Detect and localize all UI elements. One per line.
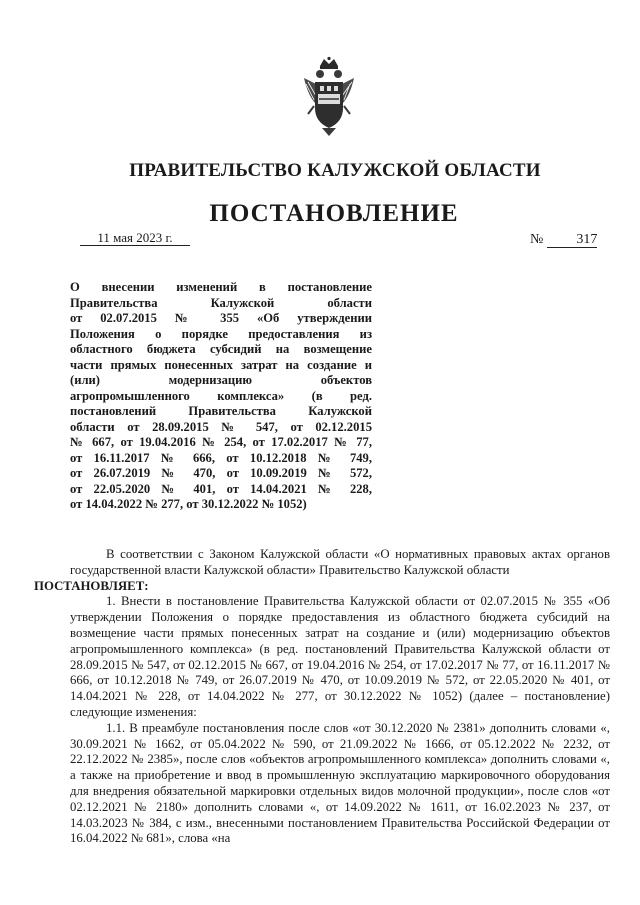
subject-line: от 02.07.2015 № 355 «Об утверждении <box>70 311 372 325</box>
preamble-text: В соответствии с Законом Калужской области «О нормативных правовых актах органов государственной власти Калужской области» Правительство Калужской области <box>70 547 610 577</box>
decree-number-line <box>530 233 597 248</box>
subject-line: (или) модернизацию объектов <box>70 373 372 387</box>
subject-line: области от 28.09.2015 № 547, от 02.12.2015 <box>70 419 372 434</box>
decree-body <box>34 547 610 847</box>
subject-line: от 14.04.2022 № 277, от 30.12.2022 № 1052) <box>70 497 307 511</box>
subject-line: от 26.07.2019 № 470, от 10.09.2019 № 572, <box>70 466 372 480</box>
subject-line: Правительства Калужской области <box>70 295 372 310</box>
item-1-paragraph: 1. Внести в постановление Правительства Калужской области от 02.07.2015 № 355 «Об утверждении Положения о порядке предоставления из областного бюджета субсидий на возмещение части прямых понесенных затрат на создание и (или) модернизацию объектов агропромышленного комплекса» (в ред. постановлений Правительства Калужской области от 28.09.2015 № 547, от 02.12.2015 № 667, от 19.04.2016 № 254, от 17.02.2017 № 77, от 16.11.2017 № 666, от 10.12.2018 № 749, от 26.07.2019 № 470, от 10.09.2019 № 572, от 22.05.2020 № 401, от 14.04.2021 № 228, от 14.04.2022 № 277, от 30.12.2022 № 1052) (далее – постановление) следующие изменения: <box>70 594 610 719</box>
government-title: ПРАВИТЕЛЬСТВО КАЛУЖСКОЙ ОБЛАСТИ <box>129 160 541 181</box>
item-1-1-paragraph: 1.1. В преамбуле постановления после слов «от 30.12.2020 № 2381» дополнить словами «, 30.09.2021 № 1662, от 05.04.2022 № 590, от 21.09.2022 № 1666, от 05.12.2022 № 2232, от 22.12.2022 № 2385», после слов «объектов агропромышленного комплекса» дополнить словами «, а также на приобретение и ввод в промышленную эксплуатацию маркировочного оборудования для внедрения обязательной маркировки отдельных видов молочной продукции», после слов «от 02.12.2021 № 2180» дополнить словами «, от 14.09.2022 № 1611, от 16.02.2023 № 237, от 14.03.2023 № 384, с изм., внесенными постановлением Правительства Российской Федерации от 16.04.2022 № 681», слова «на <box>70 720 610 846</box>
subject-line: Положения о порядке предоставления из <box>70 326 372 341</box>
subject-line: областного бюджета субсидий на возмещение <box>70 342 372 356</box>
decree-number: 317 <box>547 233 597 248</box>
subject-line: О внесении изменений в постановление <box>70 280 372 294</box>
decree-subject <box>70 280 372 513</box>
subject-line: № 667, от 19.04.2016 № 254, от 17.02.2017 № 77, <box>70 435 372 449</box>
resolves-label: ПОСТАНОВЛЯЕТ: <box>34 578 149 593</box>
subject-line: части прямых понесенных затрат на создание и <box>70 357 372 372</box>
number-label: № <box>530 232 544 247</box>
subject-line: постановлений Правительства Калужской <box>70 404 372 418</box>
coat-of-arms-emblem <box>300 56 358 138</box>
subject-line: от 22.05.2020 № 401, от 14.04.2021 № 228, <box>70 481 372 496</box>
decree-date: 11 мая 2023 г. <box>80 231 190 246</box>
subject-line: от 16.11.2017 № 666, от 10.12.2018 № 749, <box>70 450 372 465</box>
preamble-paragraph <box>34 547 610 594</box>
subject-line: агропромышленного комплекса» (в ред. <box>70 388 372 403</box>
decree-title: ПОСТАНОВЛЕНИЕ <box>209 200 459 227</box>
